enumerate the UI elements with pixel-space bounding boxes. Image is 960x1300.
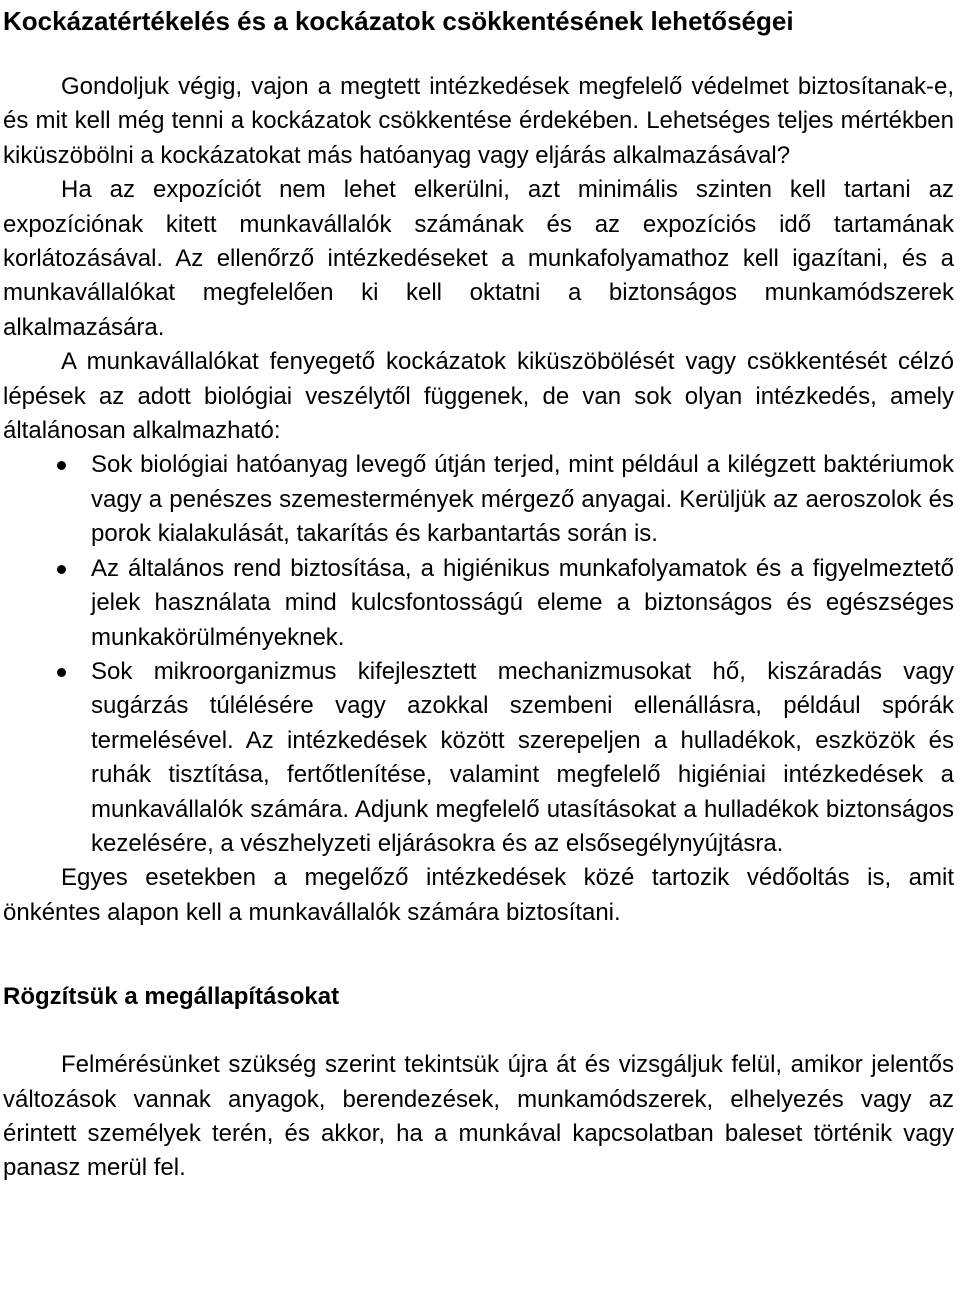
- measures-paragraph: A munkavállalókat fenyegető kockázatok kiküszöbölését vagy csökkentését célzó lépések az adott biológiai veszélytől függenek, de van sok olyan intézkedés, amely általánosan alkalmazható:: [3, 348, 954, 445]
- bullet-icon: [57, 461, 66, 470]
- spacer: [3, 40, 954, 70]
- list-item: [3, 448, 954, 551]
- list-item: [3, 655, 954, 861]
- exposure-paragraph: Ha az expozíciót nem lehet elkerülni, azt minimális szinten kell tartani az expozíciónak kitett munkavállalók számának és az expozíciós idő tartamának korlátozásával. Az ellenőrző intézkedéseket a munkafolyamathoz kell igazítani, és a munkavállalókat megfelelően ki kell oktatni a biztonságos munkamódszerek alkalmazására.: [3, 176, 954, 341]
- spacer: [3, 930, 954, 980]
- page-title: Kockázatértékelés és a kockázatok csökkentésének lehetőségei: [3, 6, 794, 36]
- bullet-icon: [57, 668, 66, 677]
- bullet-icon: [57, 565, 66, 574]
- list-item-text: Sok mikroorganizmus kifejlesztett mechanizmusokat hő, kiszáradás vagy sugárzás túlélésére vagy azokkal szembeni ellenállásra, például spórák termelésével. Az intézkedések között szerepeljen a hulladékok, eszközök és ruhák tisztítása, fertőtlenítése, valamint megfelelő higiéniai intézkedések a munkavállalók számára. Adjunk megfelelő utasításokat a hulladékok biztonságos kezelésére, a vészhelyzeti eljárásokra és az elsősegélynyújtásra.: [91, 657, 954, 857]
- list-item-text: Sok biológiai hatóanyag levegő útján terjed, mint például a kilégzett baktériumok vagy a penészes szemestermények mérgező anyagai. Kerüljük az aeroszolok és porok kialakulását, takarítás és karbantartás során is.: [91, 451, 954, 548]
- measures-list: [3, 448, 954, 861]
- section-heading: Rögzítsük a megállapításokat: [3, 983, 340, 1011]
- vaccination-paragraph: Egyes esetekben a megelőző intézkedések közé tartozik védőoltás is, amit önkéntes alapon kell a munkavállalók számára biztosítani.: [3, 864, 954, 926]
- intro-paragraph: Gondoljuk végig, vajon a megtett intézkedések megfelelő védelmet biztosítanak-e, és mit kell még tenni a kockázatok csökkentése érdekében. Lehetséges teljes mértékben kiküszöbölni a kockázatokat más hatóanyag vagy eljárás alkalmazásával?: [3, 73, 954, 169]
- list-item-text: Az általános rend biztosítása, a higiénikus munkafolyamatok és a figyelmeztető jelek használata mind kulcsfontosságú eleme a biztonságos és egészséges munkakörülményeknek.: [91, 554, 954, 651]
- review-paragraph: Felmérésünket szükség szerint tekintsük újra át és vizsgáljuk felül, amikor jelentős változások vannak anyagok, berendezések, munkamódszerek, elhelyezés vagy az érintett személyek terén, és akkor, ha a munkával kapcsolatban baleset történik vagy panasz merül fel.: [3, 1051, 954, 1182]
- list-item: [3, 552, 954, 655]
- spacer: [3, 1014, 954, 1048]
